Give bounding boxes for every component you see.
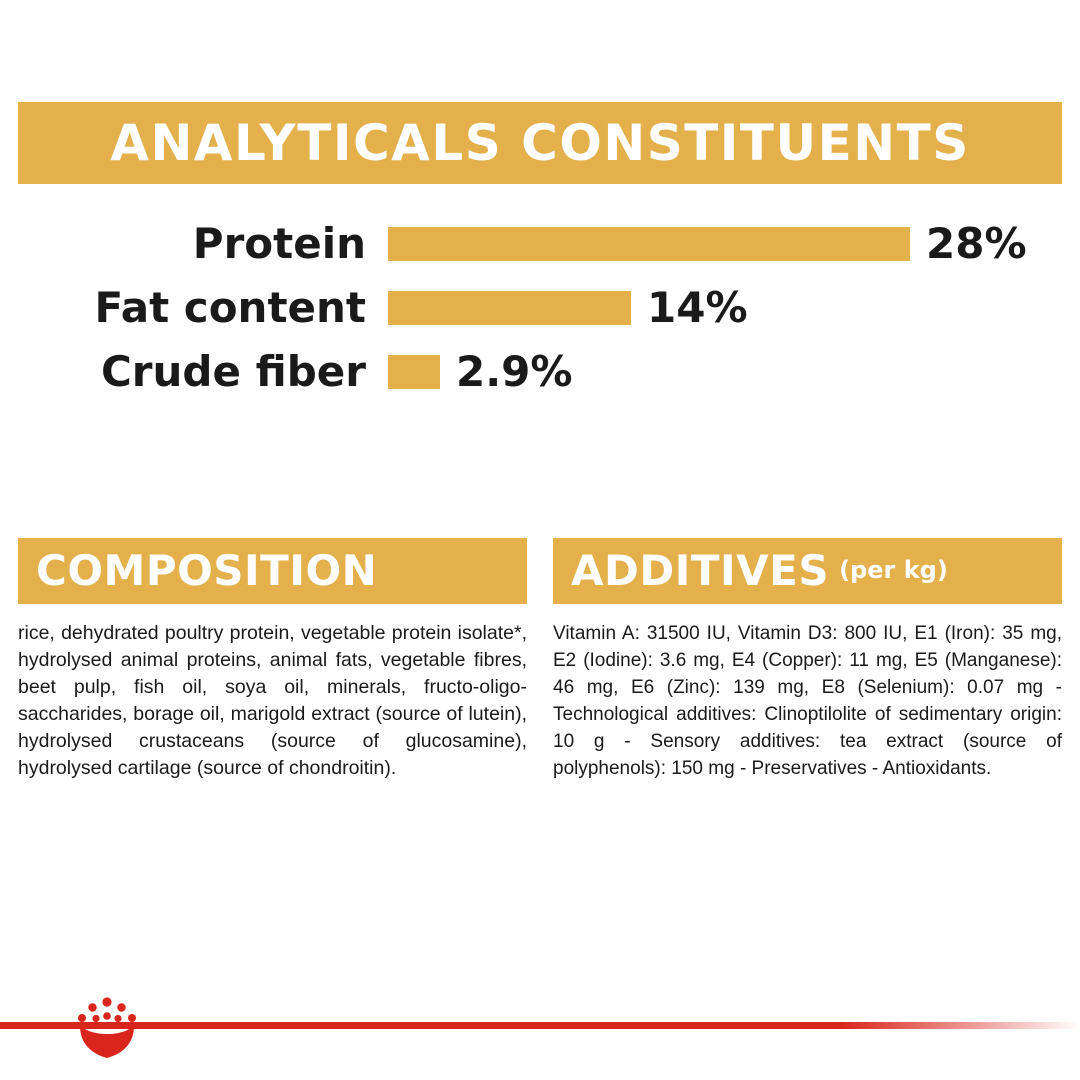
details-columns: [18, 538, 1062, 782]
composition-title: COMPOSITION: [36, 546, 378, 595]
additives-title: ADDITIVES: [571, 546, 830, 595]
constituent-value-protein: 28%: [926, 219, 1027, 268]
additives-text: Vitamin A: 31500 IU, Vitamin D3: 800 IU, E1 (Iron): 35 mg, E2 (Iodine): 3.6 mg, E4 (Copper): 11 mg, E5 (Manganese): 46 mg, E6 (Zinc): 139 mg, E8 (Selenium): 0.07 mg - Technological additives: Clinoptilolite of sedimentary origin: 10 g - Sensory additives: tea extract (source of polyphenols): 150 mg - Preservatives - Antioxidants.: [553, 623, 1062, 779]
brand-footer: [0, 990, 1080, 1080]
constituent-label-fat-content: Fat content: [94, 283, 366, 332]
constituent-bar-wrap-crude-fiber: [388, 347, 1062, 396]
composition-header: [18, 538, 527, 604]
constituent-row: [18, 276, 1062, 340]
footer-divider: [0, 1022, 1080, 1029]
constituent-row: [18, 340, 1062, 404]
analytical-constituents-chart: [18, 212, 1062, 404]
constituent-value-crude-fiber: 2.9%: [456, 347, 573, 396]
constituent-label-crude-fiber: Crude fiber: [100, 347, 366, 396]
analytical-constituents-header: [18, 102, 1062, 184]
additives-subtitle: (per kg): [839, 556, 948, 584]
constituent-label-protein: Protein: [192, 219, 366, 268]
composition-section: [18, 538, 527, 782]
analytical-constituents-title: ANALYTICALS CONSTITUENTS: [110, 114, 970, 172]
constituent-value-fat-content: 14%: [647, 283, 748, 332]
constituent-row: [18, 212, 1062, 276]
royal-canin-crown-logo-icon: [72, 992, 142, 1062]
constituent-bar-crude-fiber: [388, 355, 440, 389]
constituent-bar-protein: [388, 227, 910, 261]
constituent-bar-wrap-protein: [388, 219, 1062, 268]
additives-section: [553, 538, 1062, 782]
composition-text: rice, dehydrated poultry protein, vegetable protein isolate*, hydrolysed animal proteins, animal fats, vegetable fibres, beet pulp, fish oil, soya oil, minerals, fructo-oligo-saccharides, borage oil, marigold extract (source of lutein), hydrolysed crustaceans (source of glucosamine), hydrolysed cartilage (source of chondroitin).: [18, 622, 527, 779]
constituent-bar-wrap-fat-content: [388, 283, 1062, 332]
additives-header: [553, 538, 1062, 604]
constituent-bar-fat-content: [388, 291, 631, 325]
